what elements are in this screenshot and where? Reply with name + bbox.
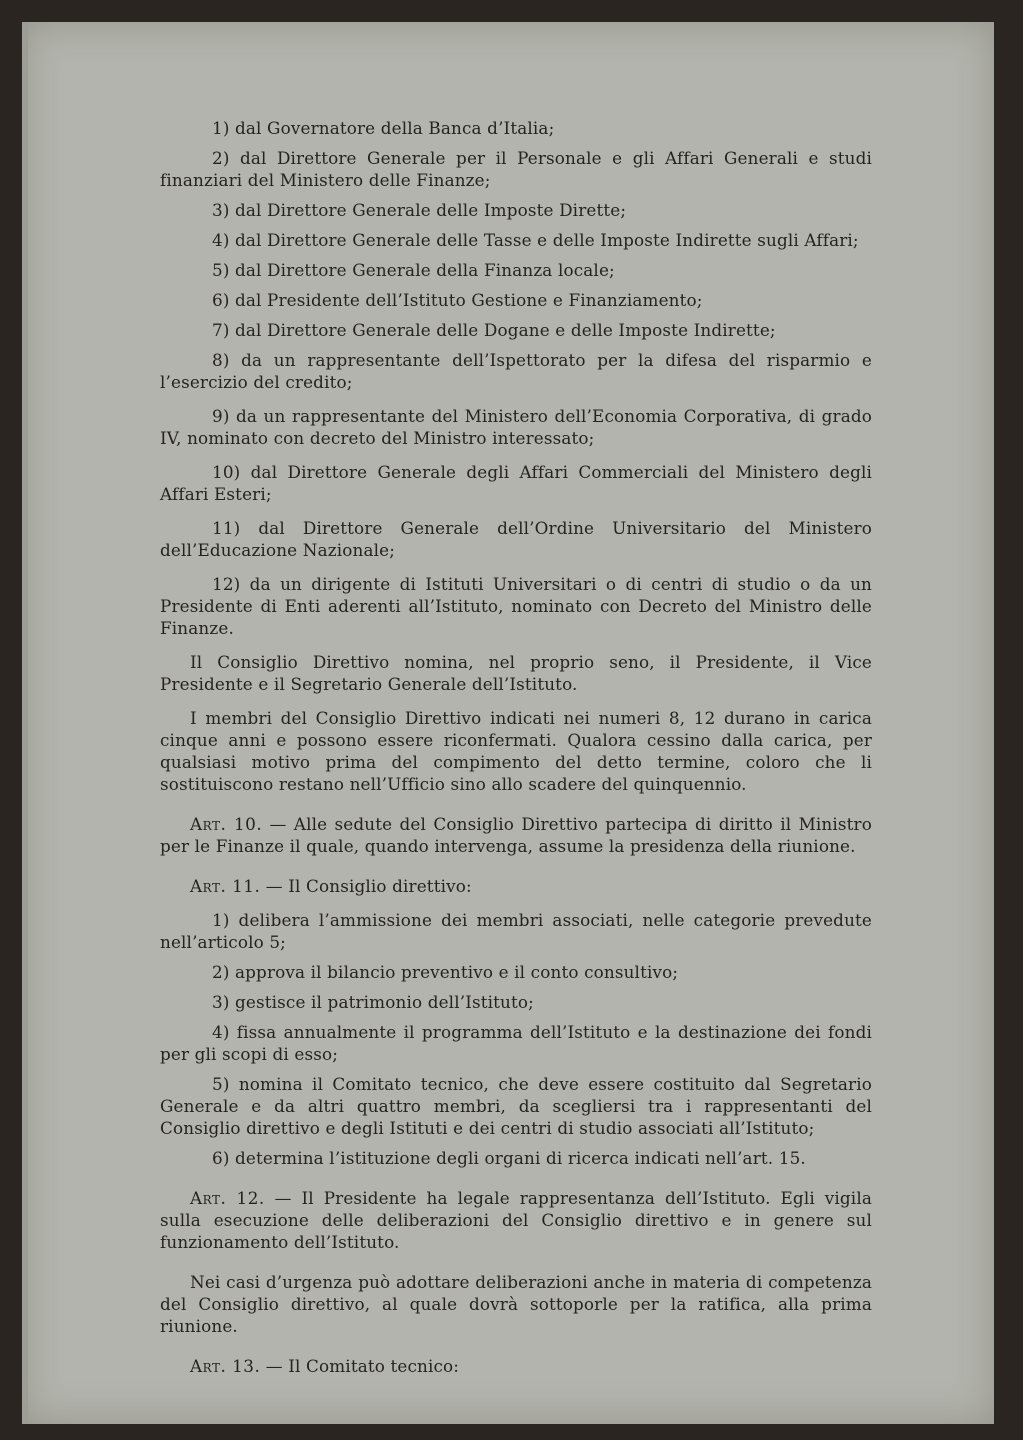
- article-11: [160, 875, 872, 897]
- paragraph-officers: Il Consiglio Direttivo nomina, nel proprio seno, il Presidente, il Vice Presidente e il Segretario Generale dell’Istituto.: [160, 652, 872, 694]
- article-10-label: Art. 10.: [190, 814, 263, 834]
- article-13-label: Art. 13.: [190, 1356, 261, 1376]
- article-11-item-6: 6) determina l’istituzione degli organi di ricerca indicati nell’art. 15.: [212, 1148, 806, 1168]
- list-item-11: 11) dal Direttore Generale dell’Ordine Universitario del Ministero dell’Educazione Nazionale;: [160, 518, 872, 560]
- list-item-8: 8) da un rappresentante dell’Ispettorato per la difesa del risparmio e l’esercizio del credito;: [160, 350, 872, 392]
- list-item-9: 9) da un rappresentante del Ministero dell’Economia Corporativa, di grado IV, nominato con decreto del Ministro interessato;: [160, 406, 872, 448]
- list-item-12: 12) da un dirigente di Istituti Universitari o di centri di studio o da un Presidente di Enti aderenti all’Istituto, nominato con Decreto del Ministro delle Finanze.: [160, 574, 872, 638]
- list-item-2: 2) dal Direttore Generale per il Personale e gli Affari Generali e studi finanziari del Ministero delle Finanze;: [160, 148, 872, 190]
- article-12-paragraph-2: Nei casi d’urgenza può adottare deliberazioni anche in materia di competenza del Consiglio direttivo, al quale dovrà sottoporle per la ratifica, alla prima riunione.: [160, 1272, 872, 1336]
- article-12-text: — Il Presidente ha legale rappresentanza dell’Istituto. Egli vigila sulla esecuzione delle deliberazioni del Consiglio direttivo e in genere sul funzionamento dell’Istituto.: [160, 1188, 872, 1252]
- document-body: [160, 117, 872, 1389]
- list-item-6: 6) dal Presidente dell’Istituto Gestione e Finanziamento;: [212, 290, 703, 310]
- list-item-4: 4) dal Direttore Generale delle Tasse e delle Imposte Indirette sugli Affari;: [212, 230, 859, 250]
- document-page: [22, 22, 994, 1424]
- article-11-label: Art. 11.: [190, 876, 261, 896]
- list-item-5: 5) dal Direttore Generale della Finanza locale;: [212, 260, 615, 280]
- article-11-item-2: 2) approva il bilancio preventivo e il conto consultivo;: [212, 962, 679, 982]
- list-item-10: 10) dal Direttore Generale degli Affari Commerciali del Ministero degli Affari Esteri;: [160, 462, 872, 504]
- article-11-text: — Il Consiglio direttivo:: [260, 876, 472, 896]
- article-13: [160, 1355, 872, 1377]
- list-item-7: 7) dal Direttore Generale delle Dogane e delle Imposte Indirette;: [212, 320, 776, 340]
- article-11-item-1: 1) delibera l’ammissione dei membri associati, nelle categorie prevedute nell’articolo 5;: [160, 910, 872, 952]
- list-item-3: 3) dal Direttore Generale delle Imposte Dirette;: [212, 200, 627, 220]
- list-item-1: 1) dal Governatore della Banca d’Italia;: [212, 118, 555, 138]
- article-10: [160, 813, 872, 857]
- article-13-text: — Il Comitato tecnico:: [260, 1356, 460, 1376]
- article-11-item-3: 3) gestisce il patrimonio dell’Istituto;: [212, 992, 534, 1012]
- paragraph-term: I membri del Consiglio Direttivo indicati nei numeri 8, 12 durano in carica cinque anni e possono essere riconfermati. Qualora cessino dalla carica, per qualsiasi motivo prima del compimento del detto termine, coloro che li sostituiscono restano nell’Ufficio sino allo scadere del quinquennio.: [160, 708, 872, 794]
- article-10-text: — Alle sedute del Consiglio Direttivo partecipa di diritto il Ministro per le Finanze il quale, quando intervenga, assume la presidenza della riunione.: [160, 814, 872, 856]
- article-11-item-5: 5) nomina il Comitato tecnico, che deve essere costituito dal Segretario Generale e da altri quattro membri, da scegliersi tra i rappresentanti del Consiglio direttivo e degli Istituti e dei centri di studio associati all’Istituto;: [160, 1074, 872, 1138]
- article-12: [160, 1187, 872, 1253]
- page-edge: [22, 22, 28, 1424]
- article-11-item-4: 4) fissa annualmente il programma dell’Istituto e la destinazione dei fondi per gli scopi di esso;: [160, 1022, 872, 1064]
- article-12-label: Art. 12.: [190, 1188, 265, 1208]
